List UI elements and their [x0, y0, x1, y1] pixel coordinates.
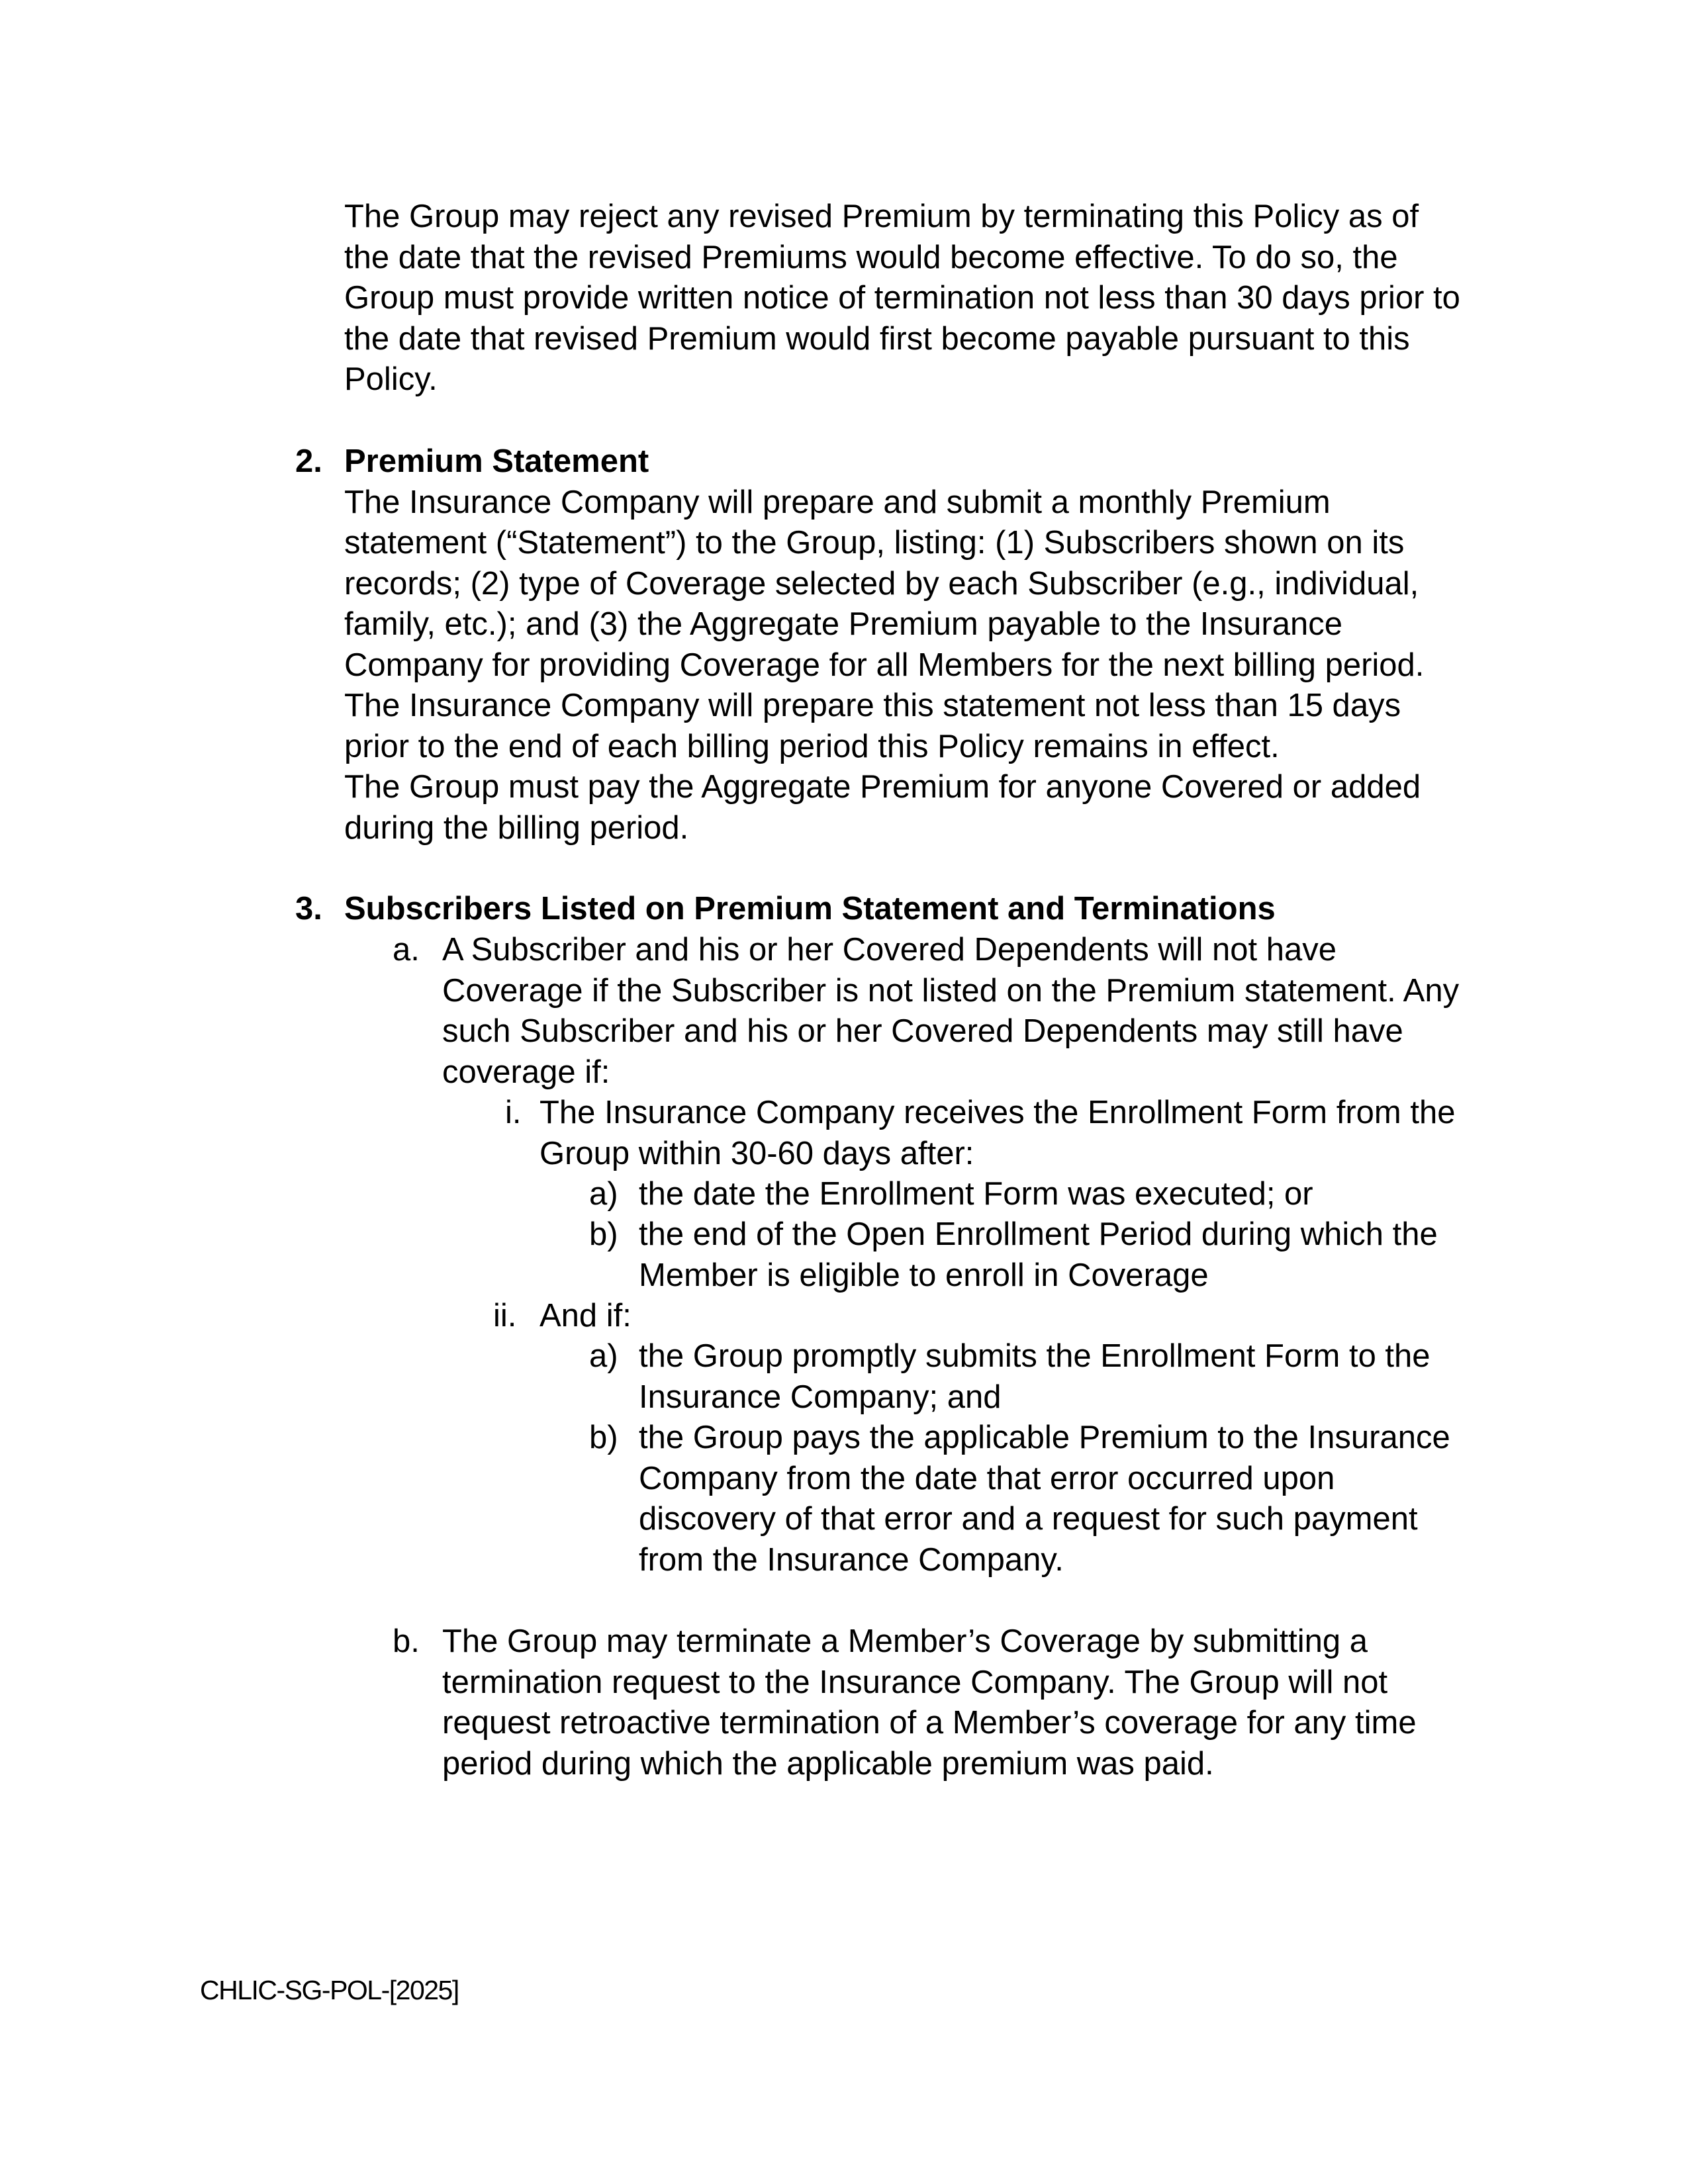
- text-line: The Group may terminate a Member’s Coverage by submitting a: [442, 1623, 1368, 1659]
- section-2-body: [344, 441, 1424, 848]
- section-3-number: 3.: [295, 891, 322, 927]
- text-line: request retroactive termination of a Member’s coverage for any time: [442, 1705, 1417, 1741]
- sub-ii-text: [539, 1296, 632, 1337]
- text-line: coverage if:: [442, 1054, 610, 1090]
- section-3-heading: Subscribers Listed on Premium Statement and Terminations: [344, 891, 1276, 927]
- text-line: the date the Enrollment Form was executed; or: [639, 1176, 1313, 1212]
- list-label-i: i.: [505, 1095, 522, 1130]
- text-line: period during which the applicable premium was paid.: [442, 1745, 1214, 1782]
- item-a-text: [442, 930, 1459, 1093]
- text-line: from the Insurance Company.: [639, 1541, 1064, 1578]
- text-line: The Group may reject any revised Premium by terminating this Policy as of: [344, 199, 1419, 234]
- text-line: the date that revised Premium would first become payable pursuant to this: [344, 320, 1410, 357]
- text-line: records; (2) type of Coverage selected by each Subscriber (e.g., individual,: [344, 565, 1419, 602]
- text-line: Insurance Company; and: [639, 1379, 1002, 1415]
- text-line: Coverage if the Subscriber is not listed on the Premium statement. Any: [442, 972, 1460, 1009]
- list-label-i-b: b): [589, 1216, 618, 1252]
- list-label-ii-a: a): [589, 1338, 618, 1374]
- text-line: family, etc.); and (3) the Aggregate Premium payable to the Insurance: [344, 606, 1342, 642]
- text-line: prior to the end of each billing period this Policy remains in effect.: [344, 728, 1280, 764]
- sub-ii-b-text: [639, 1418, 1450, 1580]
- text-line: And if:: [539, 1298, 632, 1334]
- text-line: the date that the revised Premiums would become effective. To do so, the: [344, 239, 1398, 275]
- text-line: the Group pays the applicable Premium to the Insurance: [639, 1420, 1450, 1455]
- section-2-number: 2.: [295, 443, 322, 479]
- sub-i-a-text: [639, 1174, 1313, 1215]
- item-b-text: [442, 1621, 1417, 1784]
- text-line: The Insurance Company will prepare and submit a monthly Premium: [344, 484, 1331, 520]
- list-label-ii: ii.: [493, 1298, 517, 1334]
- footer-document-code: CHLIC-SG-POL-[2025]: [200, 1975, 459, 2005]
- list-label-a: a.: [393, 932, 420, 968]
- text-line: Group within 30-60 days after:: [539, 1135, 974, 1171]
- text-line: during the billing period.: [344, 809, 689, 846]
- text-line: such Subscriber and his or her Covered Dependents may still have: [442, 1013, 1403, 1049]
- text-line: The Insurance Company receives the Enrollment Form from the: [539, 1095, 1456, 1130]
- list-label-ii-b: b): [589, 1420, 618, 1455]
- text-line: discovery of that error and a request for such payment: [639, 1501, 1418, 1537]
- sub-ii-a-text: [639, 1336, 1430, 1418]
- text-line: Group must provide written notice of termination not less than 30 days prior to: [344, 280, 1460, 316]
- text-line: Member is eligible to enroll in Coverage: [639, 1257, 1209, 1293]
- text-line: Policy.: [344, 361, 438, 397]
- sub-i-b-text: [639, 1214, 1438, 1296]
- text-line: statement (“Statement”) to the Group, listing: (1) Subscribers shown on its: [344, 525, 1405, 561]
- intro-paragraph: [344, 197, 1460, 400]
- text-line: The Insurance Company will prepare this statement not less than 15 days: [344, 688, 1401, 723]
- text-line: termination request to the Insurance Company. The Group will not: [442, 1664, 1388, 1700]
- text-line: A Subscriber and his or her Covered Dependents will not have: [442, 932, 1336, 968]
- text-line: the end of the Open Enrollment Period during which the: [639, 1216, 1438, 1252]
- sub-i-text: [539, 1093, 1455, 1174]
- text-line: the Group promptly submits the Enrollment Form to the: [639, 1338, 1430, 1374]
- text-line: Company for providing Coverage for all Members for the next billing period.: [344, 647, 1425, 683]
- list-label-b: b.: [393, 1623, 420, 1659]
- section-2-heading: Premium Statement: [344, 443, 649, 479]
- list-label-i-a: a): [589, 1176, 618, 1212]
- text-line: Company from the date that error occurred upon: [639, 1460, 1335, 1496]
- text-line: The Group must pay the Aggregate Premium for anyone Covered or added: [344, 769, 1421, 805]
